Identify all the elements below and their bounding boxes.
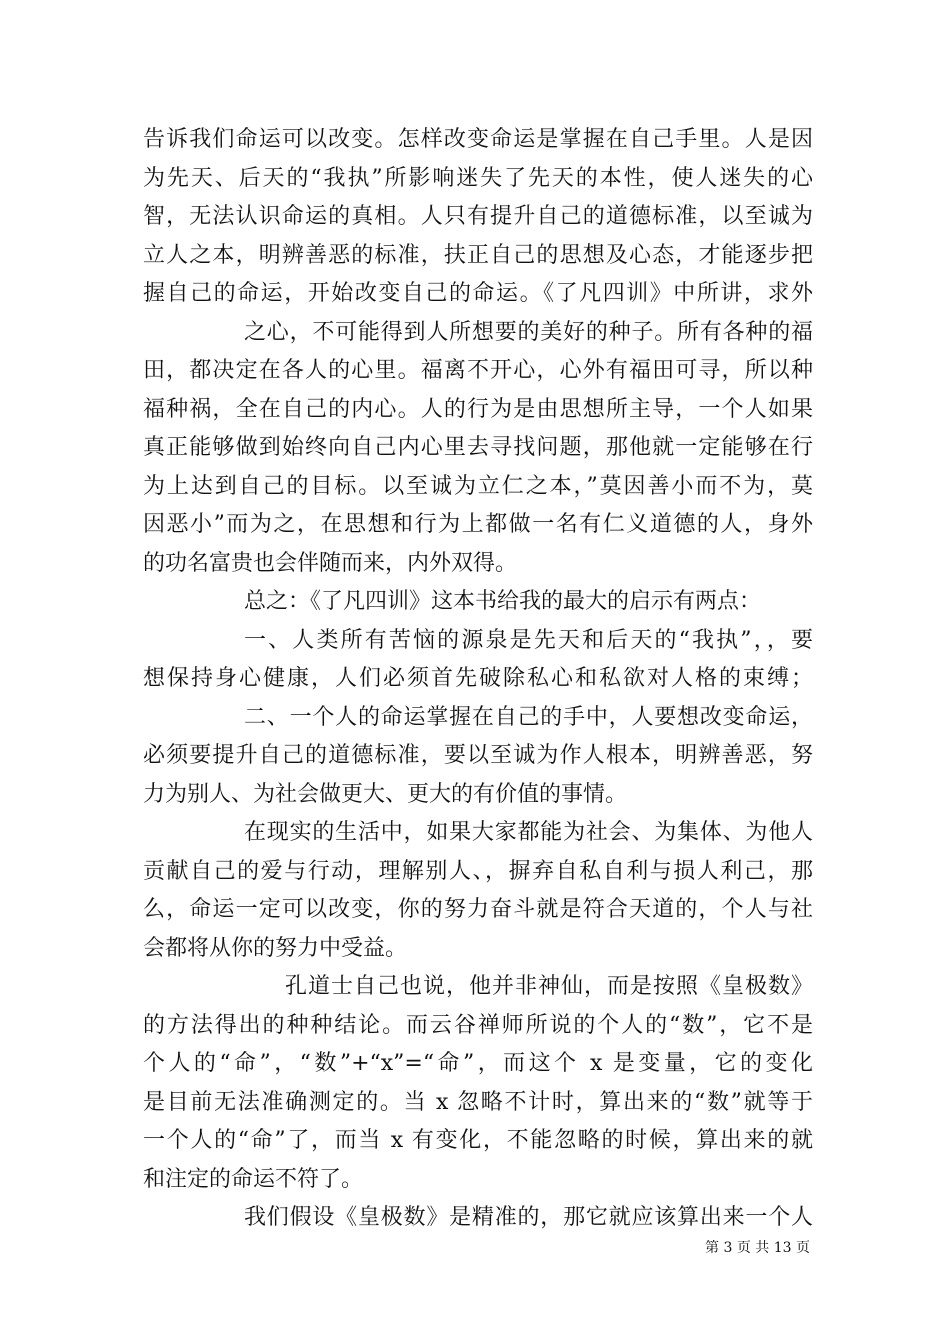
text-line: 个人的“命”，“数”+“x”=“命”，而这个 x 是变量，它的变化: [143, 1051, 813, 1076]
text-line: 孔道士自己也说，他并非神仙，而是按照《皇极数》: [285, 974, 813, 999]
text-line: 必须要提升自己的道德标准，要以至诚为作人根本，明辨善恶，努: [143, 743, 813, 768]
page-number-footer: 第 3 页 共 13 页: [705, 1240, 810, 1256]
text-line: 智，无法认识命运的真相。人只有提升自己的道德标准，以至诚为: [143, 204, 813, 229]
text-line: 的方法得出的种种结论。而云谷禅师所说的个人的“数”，它不是: [143, 1013, 813, 1038]
text-line: 贡献自己的爱与行动，理解别人、，摒弃自私自利与损人利己，那: [143, 859, 813, 884]
text-line: 么，命运一定可以改变，你的努力奋斗就是符合天道的，个人与社: [143, 897, 813, 922]
text-line: 的功名富贵也会伴随而来，内外双得。: [143, 551, 518, 576]
text-line: 田，都决定在各人的心里。福离不开心，心外有福田可寻，所以种: [143, 358, 813, 383]
text-line: 二、一个人的命运掌握在自己的手中，人要想改变命运，: [244, 705, 813, 730]
text-line: 和注定的命运不符了。: [143, 1167, 364, 1192]
text-line: 想保持身心健康，人们必须首先破除私心和私欲对人格的束缚；: [143, 666, 813, 691]
text-line: 力为别人、为社会做更大、更大的有价值的事情。: [143, 782, 628, 807]
text-line: 握自己的命运，开始改变自己的命运。《了凡四训》中所讲，求外: [143, 281, 813, 306]
text-line: 会都将从你的努力中受益。: [143, 936, 408, 961]
text-line: 之心，不可能得到人所想要的美好的种子。所有各种的福: [244, 320, 813, 345]
text-line: 一、人类所有苦恼的源泉是先天和后天的“我执”，，要: [244, 628, 813, 653]
text-line: 我们假设《皇极数》是精准的，那它就应该算出来一个人: [244, 1205, 813, 1230]
text-line: 一个人的“命”了，而当 x 有变化，不能忽略的时候，算出来的就: [143, 1128, 813, 1153]
text-line: 在现实的生活中，如果大家都能为社会、为集体、为他人: [244, 820, 813, 845]
text-line: 真正能够做到始终向自己内心里去寻找问题，那他就一定能够在行: [143, 435, 813, 460]
text-line: 为先天、后天的“我执”所影响迷失了先天的本性，使人迷失的心: [143, 166, 813, 191]
text-line: 为上达到自己的目标。以至诚为立仁之本，”莫因善小而不为，莫: [143, 474, 813, 499]
text-line: 总之：《了凡四训》这本书给我的最大的启示有两点：: [244, 589, 762, 614]
text-line: 因恶小”而为之，在思想和行为上都做一名有仁义道德的人，身外: [143, 512, 813, 537]
text-line: 告诉我们命运可以改变。怎样改变命运是掌握在自己手里。人是因: [143, 127, 813, 152]
text-line: 是目前无法准确测定的。当 x 忽略不计时，算出来的“数”就等于: [143, 1090, 813, 1115]
text-line: 福种祸，全在自己的内心。人的行为是由思想所主导，一个人如果: [143, 397, 813, 422]
text-line: 立人之本，明辨善恶的标准，扶正自己的思想及心态，才能逐步把: [143, 243, 813, 268]
